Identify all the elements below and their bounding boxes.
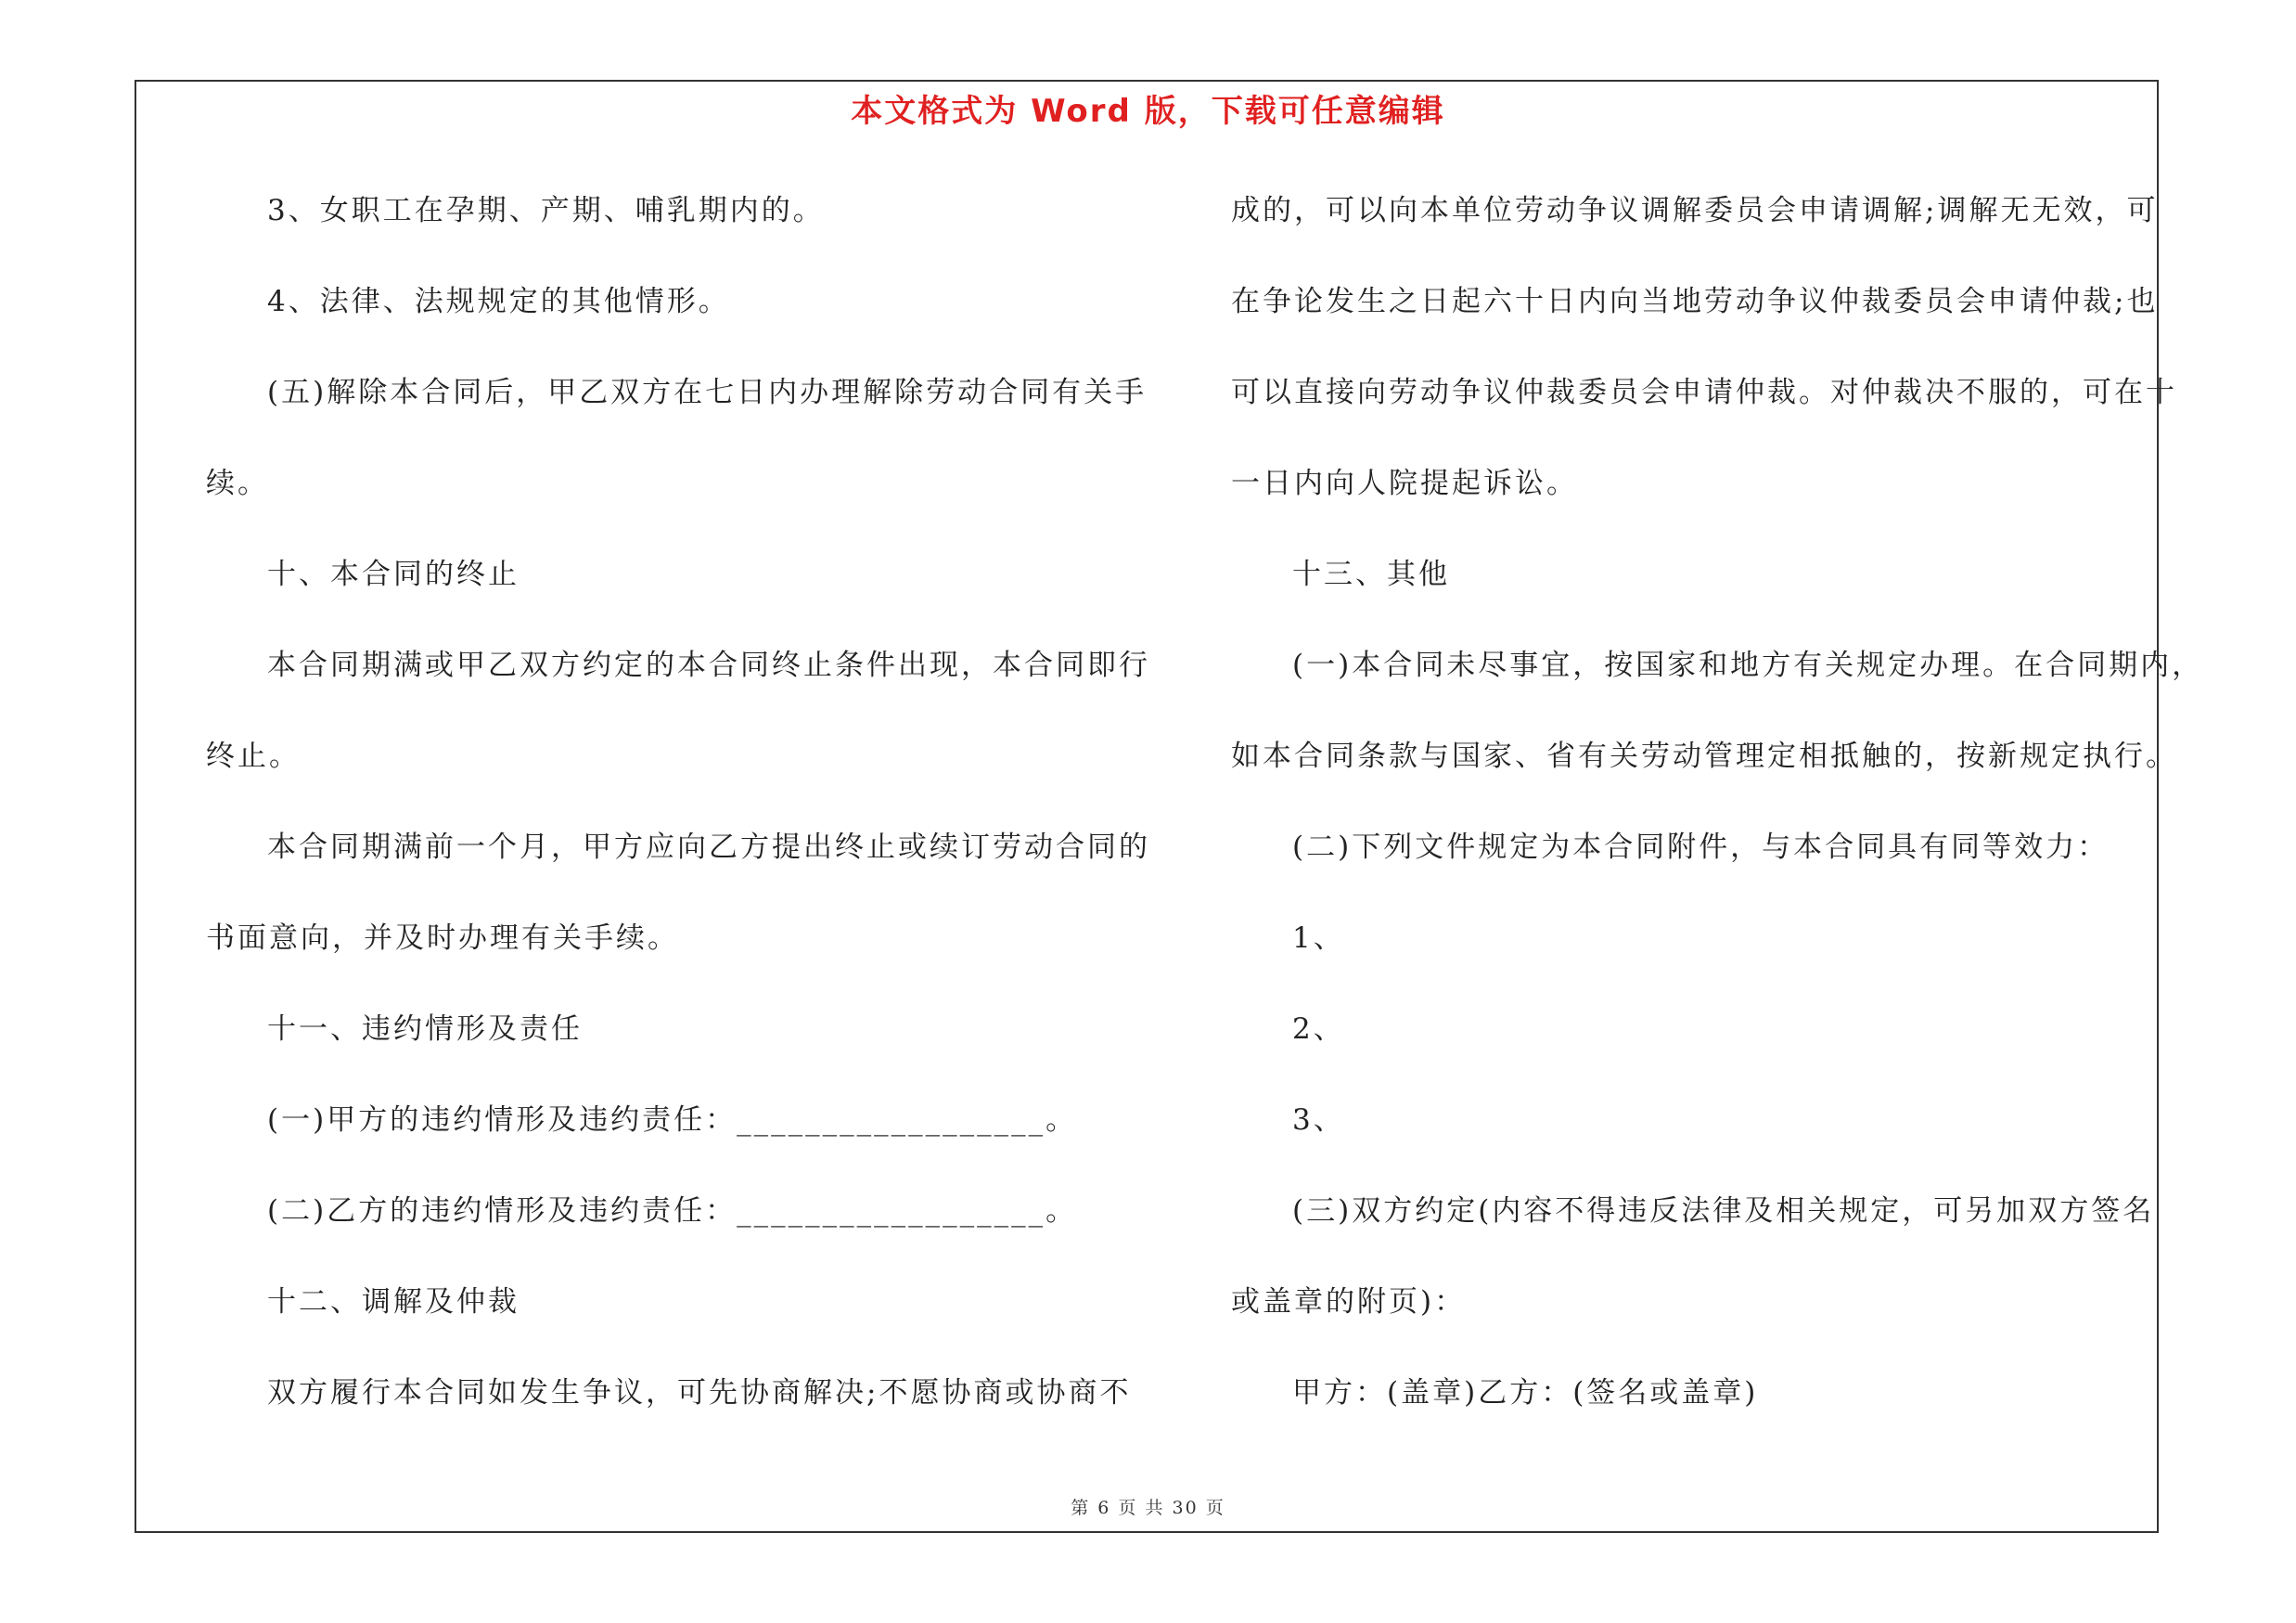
text-line: 或盖章的附页)：: [1231, 1285, 1467, 1319]
list-item: 3、: [1292, 1103, 1345, 1137]
section-heading: 十一、违约情形及责任: [267, 1012, 583, 1046]
section-heading: 十二、调解及仲裁: [267, 1285, 519, 1319]
section-heading: 十三、其他: [1292, 558, 1450, 591]
text-line: 在争论发生之日起六十日内向当地劳动争议仲裁委员会申请仲裁;也: [1231, 285, 2159, 318]
text-line: 续。: [206, 467, 269, 500]
text-line: 3、女职工在孕期、产期、哺乳期内的。: [267, 194, 825, 227]
text-line: 如本合同条款与国家、省有关劳动管理定相抵触的，按新规定执行。: [1231, 740, 2177, 773]
text-line: 本合同期满或甲乙双方约定的本合同终止条件出现，本合同即行: [267, 649, 1150, 682]
text-line: (一)本合同未尽事宜，按国家和地方有关规定办理。在合同期内，: [1292, 649, 2204, 682]
list-item: 1、: [1292, 921, 1345, 955]
text-line: (二)下列文件规定为本合同附件，与本合同具有同等效力：: [1292, 831, 2110, 864]
text-line: (二)乙方的违约情形及违约责任：__________________。: [267, 1194, 1078, 1228]
text-line: 双方履行本合同如发生争议，可先协商解决;不愿协商或协商不: [267, 1376, 1132, 1410]
section-heading: 十、本合同的终止: [267, 558, 519, 591]
text-line: 书面意向，并及时办理有关手续。: [206, 921, 679, 955]
text-line: 成的，可以向本单位劳动争议调解委员会申请调解;调解无无效，可: [1231, 194, 2159, 227]
text-line: 4、法律、法规规定的其他情形。: [267, 285, 730, 318]
text-line: (五)解除本合同后，甲乙双方在七日内办理解除劳动合同有关手: [267, 376, 1148, 409]
text-line: 本合同期满前一个月，甲方应向乙方提出终止或续订劳动合同的: [267, 831, 1150, 864]
list-item: 2、: [1292, 1012, 1345, 1046]
text-line: (一)甲方的违约情形及违约责任：__________________。: [267, 1103, 1078, 1137]
signature-line: 甲方：(盖章)乙方：(签名或盖章): [1292, 1376, 1759, 1410]
text-line: (三)双方约定(内容不得违反法律及相关规定，可另加双方签名: [1292, 1194, 2155, 1228]
page-number: 第 6 页 共 30 页: [1071, 1498, 1225, 1518]
text-line: 可以直接向劳动争议仲裁委员会申请仲裁。对仲裁决不服的，可在十: [1231, 376, 2177, 409]
format-banner: 本文格式为 Word 版，下载可任意编辑: [851, 93, 1445, 130]
text-line: 终止。: [206, 740, 301, 773]
text-line: 一日内向人院提起诉讼。: [1231, 467, 1578, 500]
